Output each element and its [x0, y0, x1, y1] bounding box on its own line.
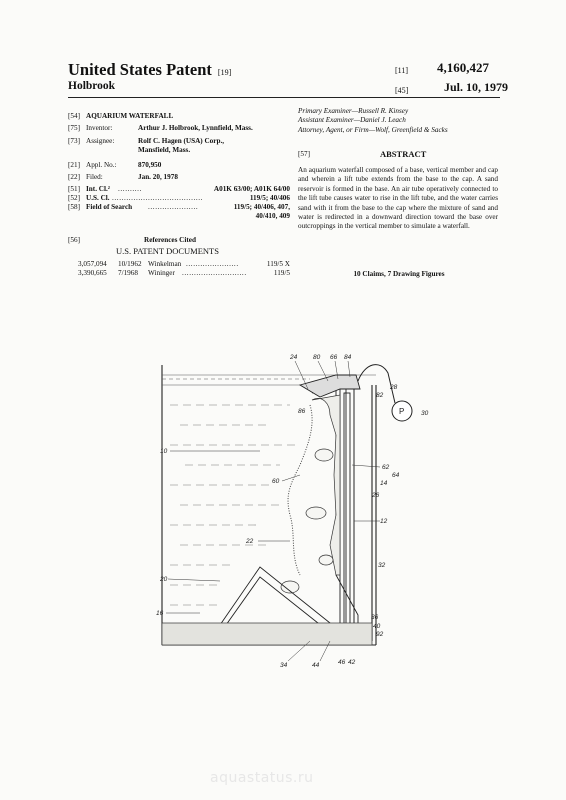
field-label: Int. Cl.²	[86, 185, 110, 193]
figure-label: 84	[344, 354, 352, 361]
field-value: 119/5; 40/406, 407,	[233, 203, 290, 211]
references-ref: [56]	[68, 236, 80, 244]
ref-number: 3,057,094	[78, 260, 107, 268]
field-int-cl	[68, 185, 290, 194]
references-cited	[68, 236, 290, 278]
leader-dots: ......................................	[112, 194, 204, 202]
bibliographic-fields	[68, 112, 290, 223]
assistant-examiner: Assistant Examiner—Daniel J. Leach	[298, 116, 406, 125]
field-ref: [22]	[68, 173, 80, 181]
pump-label: P	[399, 407, 405, 416]
leader-dots: ..........	[118, 185, 142, 193]
field-value: Rolf C. Hagen (USA) Corp.,	[138, 137, 225, 145]
figure-label: 16	[156, 610, 164, 617]
field-label: Inventor:	[86, 124, 113, 132]
rock-face	[281, 395, 340, 593]
figure-label: 12	[380, 518, 388, 525]
figure-label: 60	[272, 478, 280, 485]
claims-summary: 10 Claims, 7 Drawing Figures	[353, 270, 445, 278]
ref-date: 7/1968	[118, 269, 138, 277]
field-label: Field of Search	[86, 203, 133, 211]
primary-examiner: Primary Examiner—Russell R. Kinsey	[298, 107, 409, 115]
abstract-header	[298, 150, 500, 160]
figure-label: 62	[382, 464, 390, 471]
field-search	[68, 203, 290, 223]
field-appl-no	[68, 161, 290, 173]
cap	[300, 375, 360, 397]
sand-stream	[288, 405, 312, 575]
ref-class: 119/5	[273, 269, 290, 277]
field-ref: [73]	[68, 137, 80, 145]
field-label: U.S. Cl.	[86, 194, 110, 202]
ref-name: Winkelman	[148, 260, 182, 268]
title-text: United States Patent	[68, 60, 212, 79]
figure-label: 80	[313, 354, 321, 361]
title-ref: [19]	[217, 68, 232, 77]
figure-label: 28	[390, 384, 398, 391]
field-value: 119/5; 40/406	[249, 194, 290, 202]
ref-class: 119/5 X	[266, 260, 290, 268]
figure-label: 66	[330, 354, 338, 361]
figure-label: 20	[160, 576, 168, 583]
figure-label: 86	[298, 408, 306, 415]
figure-label: 34	[280, 662, 288, 669]
field-value: Arthur J. Holbrook, Lynnfield, Mass.	[138, 124, 253, 132]
issue-date: Jul. 10, 1979	[444, 80, 509, 94]
field-value: 870,950	[138, 161, 162, 169]
examiners	[298, 107, 503, 135]
references-subheading: U.S. PATENT DOCUMENTS	[116, 246, 219, 256]
figure-label: 26	[372, 492, 380, 499]
figure-label: 14	[380, 480, 388, 487]
figure-label: 30	[421, 410, 429, 417]
ref-date: 10/1962	[118, 260, 142, 268]
watermark: aquastatus.ru	[210, 770, 314, 786]
leader-dots: ...........................	[182, 269, 247, 277]
figure-label: 82	[376, 392, 384, 399]
field-filed	[68, 173, 290, 185]
abstract-heading: ABSTRACT	[380, 149, 427, 159]
field-ref: [54]	[68, 112, 80, 120]
field-inventor	[68, 124, 290, 137]
reference-row	[68, 269, 290, 278]
field-value-2: Mansfield, Mass.	[138, 146, 191, 154]
reference-row	[68, 260, 290, 269]
field-value: Jan. 20, 1978	[138, 173, 178, 181]
field-ref: [52]	[68, 194, 80, 202]
field-ref: [51]	[68, 185, 80, 193]
field-value: A01K 63/00; A01K 64/00	[213, 185, 290, 193]
figure-label: 46	[338, 659, 346, 666]
figure-label: 10	[160, 448, 168, 455]
field-title	[68, 112, 290, 124]
abstract-ref: [57]	[298, 150, 310, 158]
ref-number: 3,390,665	[78, 269, 107, 277]
patent-number-ref: [11]	[395, 66, 409, 75]
gravel-base	[162, 623, 372, 645]
figure-label: 36	[371, 614, 379, 621]
date-ref: [45]	[395, 86, 409, 95]
field-ref: [21]	[68, 161, 80, 169]
field-assignee	[68, 137, 290, 161]
leader-lines	[166, 361, 380, 661]
figure-label: 44	[312, 662, 320, 669]
field-ref: [58]	[68, 203, 80, 211]
base-wedge	[220, 567, 340, 631]
attorney: Attorney, Agent, or Firm—Wolf, Greenfield & Sacks	[298, 125, 448, 134]
field-value-2: 40/410, 409	[255, 212, 290, 220]
field-value: AQUARIUM WATERFALL	[86, 112, 174, 120]
figure-label: 22	[246, 538, 254, 545]
abstract-text: An aquarium waterfall composed of a base, vertical member and cap and wherein a lift tube extends from the base to the cap. A sand reservoir is formed in the base. An air tube operatively connected to the lift tube causes water to rise in the lift tube, and the water carries sand with it from the base to the cap where the mixture of sand and water is redirected in a downward direction toward the base over outcroppings in the vertical member to simulate a waterfall.	[298, 166, 498, 231]
ref-name: Wininger	[148, 269, 175, 277]
figure-labels	[156, 354, 429, 669]
figure-label: 42	[348, 659, 356, 666]
figure-label: 92	[376, 631, 384, 638]
figure-label: 32	[378, 562, 386, 569]
leader-dots: ......................	[186, 260, 239, 268]
patent-drawing	[140, 345, 470, 675]
field-label: Filed:	[86, 173, 103, 181]
patent-number: 4,160,427	[437, 60, 489, 75]
references-heading: References Cited	[144, 236, 196, 244]
figure-label: 24	[290, 354, 298, 361]
field-us-cl	[68, 194, 290, 203]
leader-dots: .....................	[148, 203, 199, 211]
water-hatching	[170, 405, 300, 605]
figure-label: 64	[392, 472, 400, 479]
field-label: Assignee:	[86, 137, 115, 145]
field-label: Appl. No.:	[86, 161, 117, 169]
inventor-surname: Holbrook	[68, 80, 116, 92]
figure-label: 40	[373, 623, 381, 630]
field-ref: [75]	[68, 124, 80, 132]
header-rule	[68, 97, 500, 98]
patent-office-title	[68, 60, 231, 80]
